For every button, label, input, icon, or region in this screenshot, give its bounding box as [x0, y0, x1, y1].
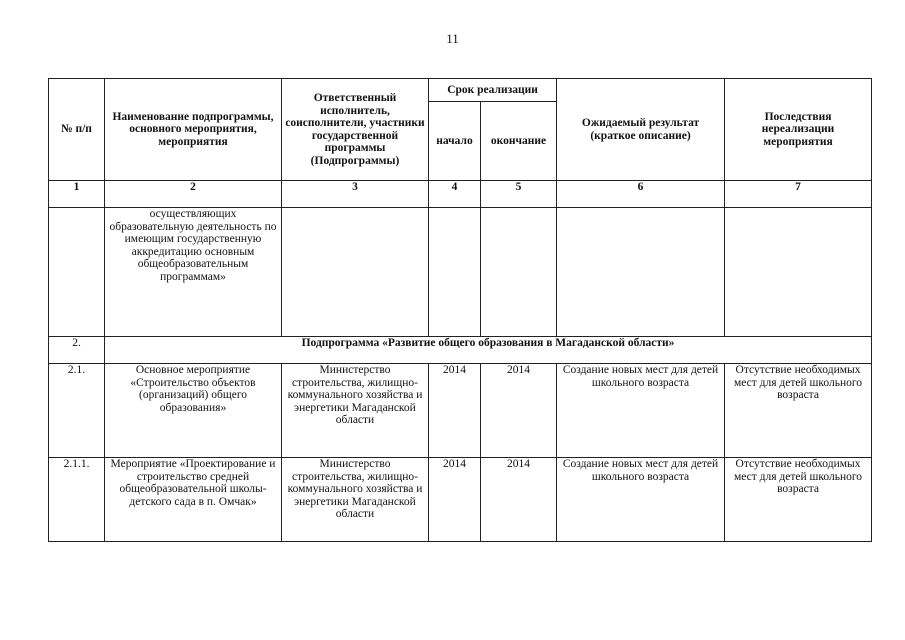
column-number: 1: [49, 181, 105, 208]
cell-num: [49, 208, 105, 337]
cell-consequences: [725, 208, 872, 337]
subprogram-row: [49, 337, 872, 364]
column-number: 7: [725, 181, 872, 208]
cell-start: 2014: [429, 364, 481, 458]
cell-num: 2.1.1.: [49, 458, 105, 542]
subprogram-title: Подпрограмма «Развитие общего образования в Магаданской области»: [105, 337, 872, 364]
header-name: Наименование подпрограммы, основного мероприятия, мероприятия: [105, 79, 282, 181]
column-number: 4: [429, 181, 481, 208]
cell-name: осуществляющих образовательную деятельность по имеющим государственную аккредитацию основным общеобразовательным программам»: [105, 208, 282, 337]
cell-num: 2.: [49, 337, 105, 364]
table-row-continued: [49, 208, 872, 337]
cell-result: Создание новых мест для детей школьного возраста: [557, 364, 725, 458]
table-row: [49, 364, 872, 458]
header-responsible: Ответственный исполнитель, соисполнители, участники государственной программы (Подпрограммы): [282, 79, 429, 181]
column-numbers-row: [49, 181, 872, 208]
cell-start: [429, 208, 481, 337]
cell-end: 2014: [481, 364, 557, 458]
column-number: 2: [105, 181, 282, 208]
column-number: 3: [282, 181, 429, 208]
cell-responsible: Министерство строительства, жилищно-коммунального хозяйства и энергетики Магаданской области: [282, 458, 429, 542]
header-period: Срок реализации: [429, 79, 557, 102]
cell-name: Мероприятие «Проектирование и строительство средней общеобразовательной школы-детского сада в п. Омчак»: [105, 458, 282, 542]
header-result: Ожидаемый результат (краткое описание): [557, 79, 725, 181]
cell-end: 2014: [481, 458, 557, 542]
cell-consequences: Отсутствие необходимых мест для детей школьного возраста: [725, 364, 872, 458]
page-number: 11: [446, 31, 459, 46]
cell-responsible: [282, 208, 429, 337]
program-table: [48, 78, 872, 542]
cell-responsible: Министерство строительства, жилищно-коммунального хозяйства и энергетики Магаданской области: [282, 364, 429, 458]
cell-result: Создание новых мест для детей школьного возраста: [557, 458, 725, 542]
header-row-1: [49, 79, 872, 102]
column-number: 5: [481, 181, 557, 208]
header-end: окончание: [481, 102, 557, 181]
column-number: 6: [557, 181, 725, 208]
table-row: [49, 458, 872, 542]
cell-consequences: Отсутствие необходимых мест для детей школьного возраста: [725, 458, 872, 542]
header-consequences: Последствия нереализации мероприятия: [725, 79, 872, 181]
cell-num: 2.1.: [49, 364, 105, 458]
cell-result: [557, 208, 725, 337]
cell-end: [481, 208, 557, 337]
header-num: № п/п: [49, 79, 105, 181]
cell-start: 2014: [429, 458, 481, 542]
header-start: начало: [429, 102, 481, 181]
cell-name: Основное мероприятие «Строительство объектов (организаций) общего образования»: [105, 364, 282, 458]
